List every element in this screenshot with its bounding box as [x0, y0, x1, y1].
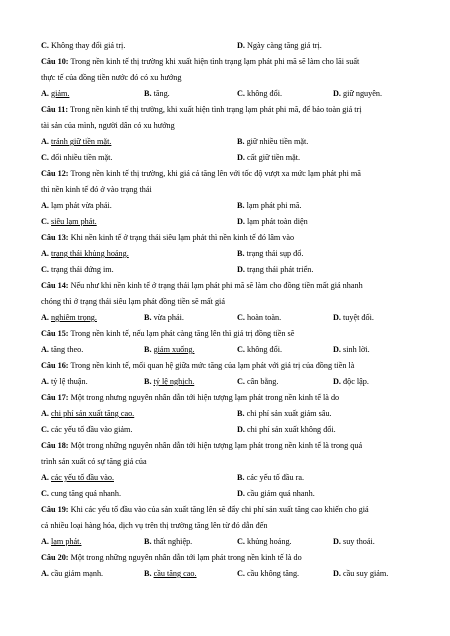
- question-15-text: Câu 15: Trong nền kinh tế, nếu lạm phát càng tăng lên thì giá trị đồng tiền sẽ: [41, 329, 295, 338]
- question-16-options: [41, 376, 413, 388]
- question-11-text-cont: tài sản của mình, người dân có xu hướng: [41, 121, 175, 130]
- option-a[interactable]: A. lạm phát vừa phải.: [41, 201, 112, 210]
- question-9-options-tail: [41, 40, 413, 52]
- option-c[interactable]: C. trạng thái đứng im.: [41, 265, 114, 274]
- option-c[interactable]: C. cung tăng quá nhanh.: [41, 489, 122, 498]
- option-c[interactable]: C. các yếu tố đầu vào giảm.: [41, 425, 133, 434]
- option-a[interactable]: A. tránh giữ tiền mặt.: [41, 137, 112, 146]
- option-b[interactable]: B. thất nghiệp.: [144, 537, 193, 546]
- option-d[interactable]: D. sinh lời.: [333, 345, 370, 354]
- option-b[interactable]: B. chi phí sản xuất giảm sâu.: [237, 409, 332, 418]
- option-c[interactable]: C. cầu không tăng.: [237, 569, 300, 578]
- question-13-text: Câu 13: Khi nền kinh tế ở trạng thái siêu lạm phát thì nền kinh tế đó lâm vào: [41, 233, 295, 242]
- option-c[interactable]: C. cân bằng.: [237, 377, 279, 386]
- option-a[interactable]: A. chi phí sản xuất tăng cao.: [41, 409, 135, 418]
- option-a[interactable]: A. tăng theo.: [41, 345, 84, 354]
- option-d[interactable]: D. cầu giảm quá nhanh.: [237, 489, 315, 498]
- question-20-options: [41, 568, 413, 580]
- option-b[interactable]: B. tỷ lệ nghịch.: [144, 377, 195, 386]
- question-19-text: Câu 19: Khi các yếu tố đầu vào của sản xuất tăng lên sẽ đẩy chi phí sản xuất tăng cao khiến cho giá: [41, 505, 369, 514]
- option-a[interactable]: A. trạng thái khủng hoảng.: [41, 249, 129, 258]
- question-18-options-cd: [41, 488, 413, 500]
- question-14-text-cont: chóng thì ở trạng thái siêu lạm phát đồng tiền sẽ mất giá: [41, 297, 225, 306]
- option-d[interactable]: D. tuyệt đối.: [333, 313, 374, 322]
- option-d[interactable]: D. lạm phát toàn diện: [237, 217, 308, 226]
- question-13-options-ab: [41, 248, 413, 260]
- option-c[interactable]: C. siêu lạm phát.: [41, 217, 97, 226]
- option-b[interactable]: B. trạng thái sụp đổ.: [237, 249, 304, 258]
- question-19-options: [41, 536, 413, 548]
- question-10-text-cont: thực tế của đồng tiền nước đó có xu hướng: [41, 73, 182, 82]
- question-16-text: Câu 16: Trong nền kinh tế, mối quan hệ giữa mức tăng của lạm phát với giá trị của đồng tiền là: [41, 361, 355, 370]
- question-17-options-cd: [41, 424, 413, 436]
- question-11-options-cd: [41, 152, 413, 164]
- question-19-text-cont: cả nhiều loại hàng hóa, dịch vụ trên thị trường tăng lên từ đó dẫn đến: [41, 521, 268, 530]
- question-14-text: Câu 14: Nếu như khi nền kinh tế ở trạng thái lạm phát phi mã sẽ làm cho đồng tiền mất giá nhanh: [41, 281, 363, 290]
- option-a[interactable]: A. giảm.: [41, 89, 70, 98]
- option-b[interactable]: B. vừa phải.: [144, 313, 184, 322]
- option-a[interactable]: A. cầu giảm mạnh.: [41, 569, 104, 578]
- option-c[interactable]: C. khủng hoảng.: [237, 537, 292, 546]
- option-d[interactable]: D. độc lập.: [333, 377, 369, 386]
- question-12-text-cont: thì nền kinh tế đó ở vào trạng thái: [41, 185, 152, 194]
- question-10-options: [41, 88, 413, 100]
- question-12-text: Câu 12: Trong nền kinh tế thị trường, khi giá cả tăng lên với tốc độ vượt xa mức lạm phát phi mã: [41, 169, 361, 178]
- question-17-options-ab: [41, 408, 413, 420]
- option-d[interactable]: D. giữ nguyên.: [333, 89, 383, 98]
- question-14-options: [41, 312, 413, 324]
- option-a[interactable]: A. các yếu tố đầu vào.: [41, 473, 114, 482]
- question-11-text: Câu 11: Trong nền kinh tế thị trường, khi xuất hiện tình trạng lạm phát phi mã, để bảo toàn giá trị: [41, 105, 362, 114]
- option-b[interactable]: B. giữ nhiều tiền mặt.: [237, 137, 309, 146]
- question-12-options-ab: [41, 200, 413, 212]
- option-b[interactable]: B. các yếu tố đầu ra.: [237, 473, 305, 482]
- question-12-options-cd: [41, 216, 413, 228]
- option-b[interactable]: B. tăng.: [144, 89, 170, 98]
- question-15-options: [41, 344, 413, 356]
- option-c[interactable]: C. đổi nhiều tiền mặt.: [41, 153, 113, 162]
- question-18-text-cont: trình sản xuất có sự tăng giá của: [41, 457, 147, 466]
- option-b[interactable]: B. lạm phát phi mã.: [237, 201, 302, 210]
- question-17-text: Câu 17: Một trong nhưng nguyên nhân dẫn tới hiện tượng lạm phát trong nền kinh tế là do: [41, 393, 340, 402]
- option-c[interactable]: C. không đổi.: [237, 89, 283, 98]
- option-c[interactable]: C. không đổi.: [237, 345, 283, 354]
- option-d: D. Ngày càng tăng giá trị.: [237, 41, 322, 50]
- option-d[interactable]: D. cầu suy giảm.: [333, 569, 389, 578]
- option-c: C. Không thay đổi giá trị.: [41, 41, 126, 50]
- option-d[interactable]: D. trạng thái phát triển.: [237, 265, 314, 274]
- option-b[interactable]: B. giảm xuống.: [144, 345, 195, 354]
- question-18-options-ab: [41, 472, 413, 484]
- question-13-options-cd: [41, 264, 413, 276]
- option-b[interactable]: B. cầu tăng cao.: [144, 569, 197, 578]
- option-c[interactable]: C. hoàn toàn.: [237, 313, 282, 322]
- question-11-options-ab: [41, 136, 413, 148]
- question-20-text: Câu 20: Một trong những nguyên nhân dẫn tới lạm phát trong nền kinh tế là do: [41, 553, 302, 562]
- question-10-text: Câu 10: Trong nền kinh tế thị trường khi xuất hiện tình trạng lạm phát phi mã sẽ làm cho lãi suất: [41, 57, 360, 66]
- question-18-text: Câu 18: Một trong những nguyên nhân dẫn tới hiện tượng lạm phát trong nền kinh tế là trong quá: [41, 441, 363, 450]
- option-a[interactable]: A. nghiêm trọng.: [41, 313, 97, 322]
- option-d[interactable]: D. cất giữ tiền mặt.: [237, 153, 301, 162]
- option-d[interactable]: D. suy thoái.: [333, 537, 375, 546]
- option-a[interactable]: A. lạm phát.: [41, 537, 82, 546]
- option-a[interactable]: A. tỷ lệ thuận.: [41, 377, 88, 386]
- option-d[interactable]: D. chi phí sản xuất không đổi.: [237, 425, 336, 434]
